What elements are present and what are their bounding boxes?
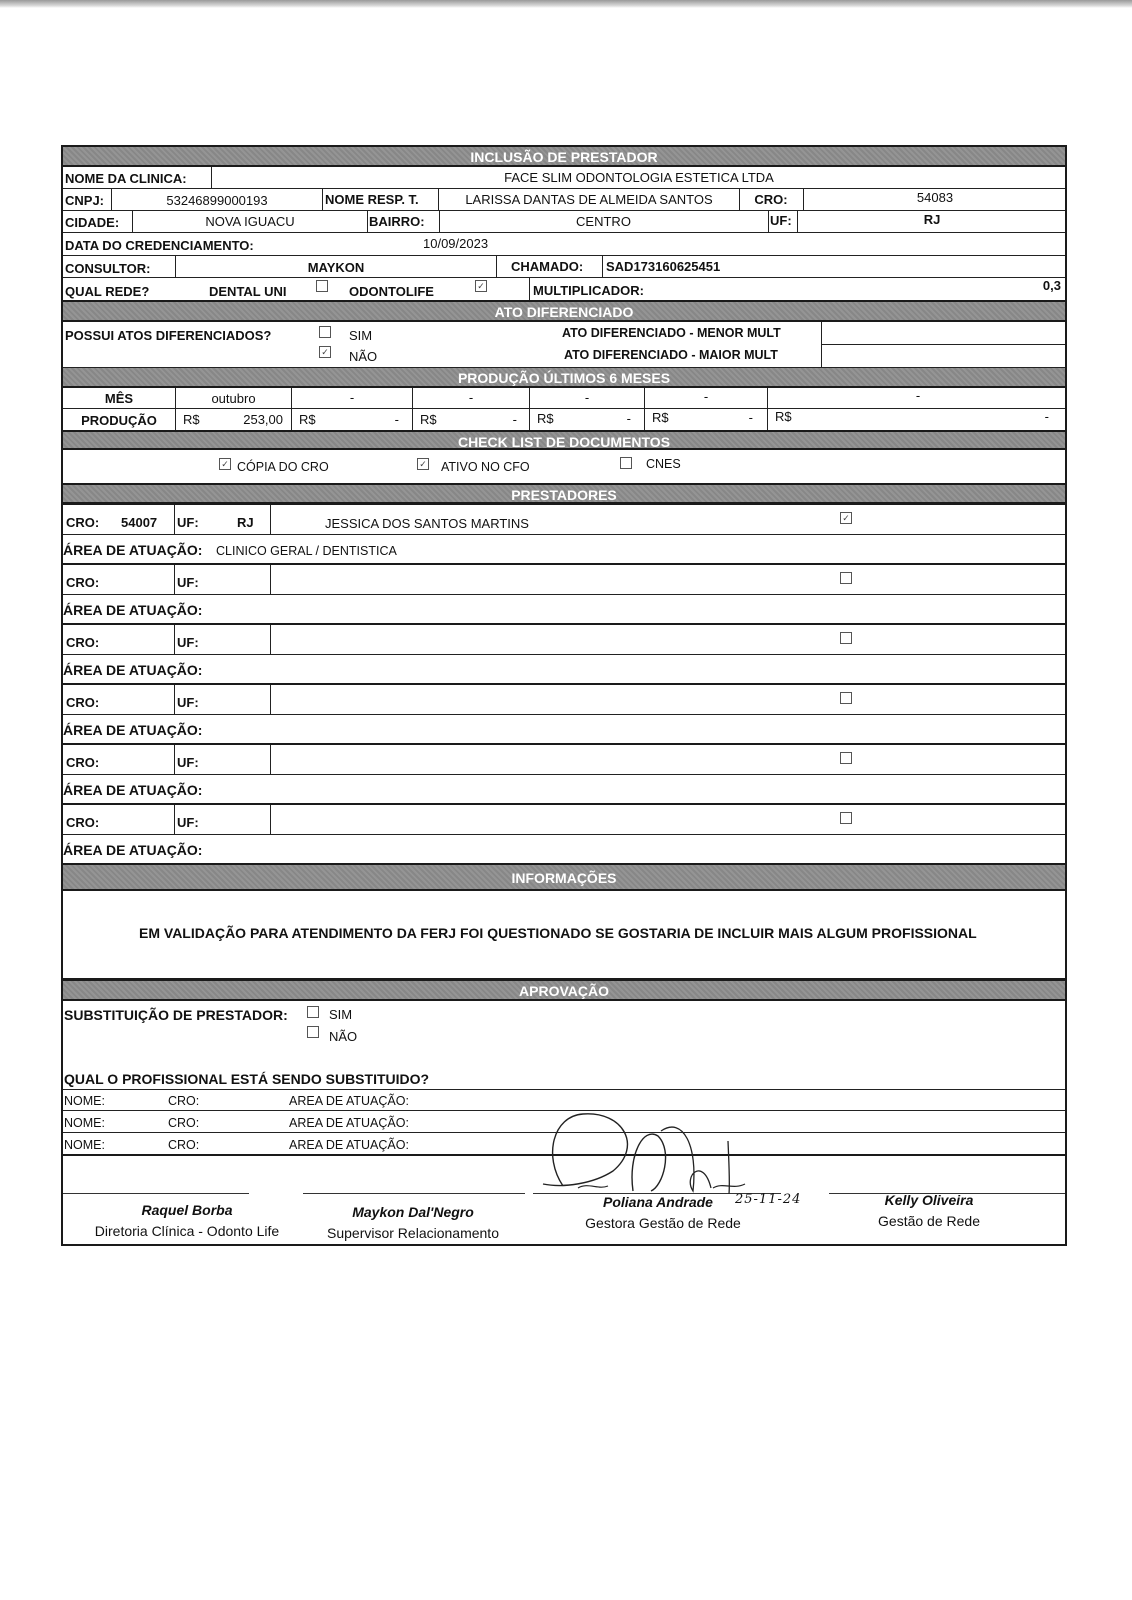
ato-nao-checkbox[interactable]: ✓ xyxy=(319,346,331,358)
prestador-uf-label: UF: xyxy=(177,515,199,530)
ticket-value[interactable]: SAD173160625451 xyxy=(606,259,721,274)
production-value: - xyxy=(512,412,517,427)
substitution-nao-checkbox[interactable] xyxy=(307,1026,319,1038)
ato-maior-label: ATO DIFERENCIADO - MAIOR MULT xyxy=(564,348,778,362)
uf-value[interactable]: RJ xyxy=(923,212,941,227)
signature-role: Supervisor Relacionamento xyxy=(327,1225,499,1241)
prestador-id-row xyxy=(63,505,1065,535)
signature-role: Diretoria Clínica - Odonto Life xyxy=(94,1223,280,1239)
checklist-row xyxy=(63,450,1065,483)
multiplier-label: MULTIPLICADOR: xyxy=(533,283,644,298)
prestador-id-row xyxy=(63,805,1065,835)
ato-nao-label: NÃO xyxy=(349,349,378,364)
ato-diferenciado-title: ATO DIFERENCIADO xyxy=(63,300,1065,322)
cnpj-row xyxy=(63,189,1065,211)
currency: R$ xyxy=(537,411,554,426)
consultant-row xyxy=(63,256,1065,278)
consultant-label: CONSULTOR: xyxy=(65,261,151,276)
prestador-cro-label: CRO: xyxy=(66,755,100,770)
aprovacao-title: APROVAÇÃO xyxy=(63,981,1065,1001)
network-option-label: DENTAL UNI xyxy=(209,284,287,299)
prestador-checkbox[interactable] xyxy=(840,572,852,584)
month-cell: - xyxy=(468,390,474,405)
currency: R$ xyxy=(775,409,792,424)
prestador-area-label: ÁREA DE ATUAÇÃO: xyxy=(63,782,203,798)
handwritten-date: 25-11-24 xyxy=(735,1192,802,1207)
month-cell: - xyxy=(349,390,355,405)
checklist-item-label: CNES xyxy=(646,457,681,471)
prestador-area-row xyxy=(63,835,1065,865)
producao-months-row xyxy=(63,388,1065,409)
district-value[interactable]: CENTRO xyxy=(576,214,631,229)
district-label: BAIRRO: xyxy=(369,214,425,229)
prestador-cro-label: CRO: xyxy=(66,635,100,650)
prestador-checkbox[interactable] xyxy=(840,812,852,824)
prestador-area-label: ÁREA DE ATUAÇÃO: xyxy=(63,542,203,558)
substitution-sim-checkbox[interactable] xyxy=(307,1006,319,1018)
production-value: - xyxy=(394,412,399,427)
inclusao-prestador-form xyxy=(61,145,1067,1246)
replaced-area-label: AREA DE ATUAÇÃO: xyxy=(289,1094,409,1108)
signature-name: Maykon Dal'Negro xyxy=(352,1204,474,1220)
clinic-name-value[interactable]: FACE SLIM ODONTOLOGIA ESTETICA LTDA xyxy=(504,170,774,185)
replaced-cro-label: CRO: xyxy=(168,1094,200,1108)
prestador-entry xyxy=(63,745,1065,805)
prestador-area-label: ÁREA DE ATUAÇÃO: xyxy=(63,662,203,678)
production-value: - xyxy=(626,411,631,426)
uf-label: UF: xyxy=(770,213,792,228)
ato-diferenciado-row xyxy=(63,322,1065,368)
replaced-name-label: NOME: xyxy=(64,1116,105,1130)
signature-line xyxy=(63,1193,249,1194)
prestador-checkbox[interactable] xyxy=(840,752,852,764)
informacoes-text[interactable]: EM VALIDAÇÃO PARA ATENDIMENTO DA FERJ FOI QUESTIONADO SE GOSTARIA DE INCLUIR MAIS ALGUM PROFISSIONAL xyxy=(139,925,977,941)
production-value: - xyxy=(748,410,753,425)
signatures-block xyxy=(63,1156,1065,1244)
ato-menor-label: ATO DIFERENCIADO - MENOR MULT xyxy=(562,326,781,340)
credential-date-label: DATA DO CREDENCIAMENTO: xyxy=(65,238,254,253)
ticket-label: CHAMADO: xyxy=(511,259,584,274)
informacoes-body xyxy=(63,891,1065,981)
prestador-area-label: ÁREA DE ATUAÇÃO: xyxy=(63,842,203,858)
month-label: MÊS xyxy=(104,391,134,406)
prestador-name[interactable]: JESSICA DOS SANTOS MARTINS xyxy=(325,516,529,531)
prestador-area-value[interactable]: CLINICO GERAL / DENTISTICA xyxy=(216,544,397,558)
prestador-id-row xyxy=(63,565,1065,595)
network-row xyxy=(63,278,1065,300)
prestador-checkbox[interactable] xyxy=(840,632,852,644)
prestador-area-row xyxy=(63,655,1065,685)
prestador-checkbox[interactable] xyxy=(840,692,852,704)
prestador-entry xyxy=(63,505,1065,565)
clinic-name-row xyxy=(63,167,1065,189)
prestador-entry xyxy=(63,685,1065,745)
checklist-item-label: ATIVO NO CFO xyxy=(441,460,530,474)
prestador-area-row xyxy=(63,775,1065,805)
checklist-item-label: CÓPIA DO CRO xyxy=(237,460,329,474)
ato-question: POSSUI ATOS DIFERENCIADOS? xyxy=(65,328,272,343)
city-row xyxy=(63,211,1065,233)
signature-name: Kelly Oliveira xyxy=(884,1192,974,1208)
credential-date-value[interactable]: 10/09/2023 xyxy=(423,236,489,251)
signature-line xyxy=(303,1193,525,1194)
consultant-value[interactable]: MAYKON xyxy=(307,260,365,275)
prestador-cro-value[interactable]: 54007 xyxy=(121,515,158,530)
substitution-nao-label: NÃO xyxy=(329,1029,358,1044)
informacoes-title: INFORMAÇÕES xyxy=(63,865,1065,891)
prestador-uf-value[interactable]: RJ xyxy=(237,515,254,530)
prestador-uf-label: UF: xyxy=(177,695,199,710)
prestador-cro-label: CRO: xyxy=(66,515,100,530)
prestador-cro-label: CRO: xyxy=(66,695,100,710)
ato-maior-value[interactable] xyxy=(821,344,1065,367)
prestador-uf-label: UF: xyxy=(177,575,199,590)
production-label: PRODUÇÃO xyxy=(81,413,157,428)
cnpj-value[interactable]: 53246899000193 xyxy=(166,193,268,208)
city-label: CIDADE: xyxy=(65,215,120,230)
substitution-sim-label: SIM xyxy=(329,1007,353,1022)
substitution-label: SUBSTITUIÇÃO DE PRESTADOR: xyxy=(64,1007,288,1023)
prestador-cro-label: CRO: xyxy=(66,575,100,590)
producao-title: PRODUÇÃO ÚLTIMOS 6 MESES xyxy=(63,368,1065,388)
prestador-area-label: ÁREA DE ATUAÇÃO: xyxy=(63,722,203,738)
network-label: QUAL REDE? xyxy=(65,284,150,299)
checklist-title: CHECK LIST DE DOCUMENTOS xyxy=(63,430,1065,450)
resp-value[interactable]: LARISSA DANTAS DE ALMEIDA SANTOS xyxy=(465,192,713,207)
signature-role: Gestão de Rede xyxy=(878,1213,980,1229)
ativo-cfo-checkbox[interactable]: ✓ xyxy=(417,458,429,470)
replaced-cro-label: CRO: xyxy=(168,1138,200,1152)
currency: R$ xyxy=(652,410,669,425)
prestador-checkbox[interactable]: ✓ xyxy=(840,512,852,524)
producao-values-row xyxy=(63,409,1065,430)
currency: R$ xyxy=(420,412,437,427)
signature-name: Poliana Andrade xyxy=(603,1194,713,1210)
prestador-area-row xyxy=(63,595,1065,625)
handwritten-signature-icon xyxy=(533,1096,773,1196)
multiplier-value[interactable]: 0,3 xyxy=(1042,278,1061,293)
production-value: 253,00 xyxy=(243,412,283,427)
month-cell: outubro xyxy=(211,391,256,406)
month-cell: - xyxy=(703,389,709,404)
production-value: - xyxy=(1044,409,1049,424)
replaced-question: QUAL O PROFISSIONAL ESTÁ SENDO SUBSTITUIDO? xyxy=(64,1071,430,1087)
prestador-area-row xyxy=(63,715,1065,745)
ato-menor-value[interactable] xyxy=(821,322,1065,345)
month-cell: - xyxy=(584,390,590,405)
substitution-block xyxy=(63,1001,1065,1089)
prestador-uf-label: UF: xyxy=(177,755,199,770)
network-option-label: ODONTOLIFE xyxy=(349,284,434,299)
replaced-cro-label: CRO: xyxy=(168,1116,200,1130)
currency: R$ xyxy=(299,412,316,427)
prestador-entry xyxy=(63,625,1065,685)
replaced-area-label: AREA DE ATUAÇÃO: xyxy=(289,1116,409,1130)
replaced-name-label: NOME: xyxy=(64,1138,105,1152)
prestador-uf-label: UF: xyxy=(177,635,199,650)
cnes-checkbox[interactable] xyxy=(620,457,632,469)
prestador-id-row xyxy=(63,685,1065,715)
replaced-name-label: NOME: xyxy=(64,1094,105,1108)
signature-role: Gestora Gestão de Rede xyxy=(585,1215,741,1231)
prestador-area-label: ÁREA DE ATUAÇÃO: xyxy=(63,602,203,618)
cro-value[interactable]: 54083 xyxy=(916,190,954,205)
copia-cro-checkbox[interactable]: ✓ xyxy=(219,458,231,470)
ato-sim-label: SIM xyxy=(349,328,373,343)
prestadores-title: PRESTADORES xyxy=(63,483,1065,505)
form-title: INCLUSÃO DE PRESTADOR xyxy=(63,147,1065,167)
prestador-cro-label: CRO: xyxy=(66,815,100,830)
scan-edge xyxy=(0,0,1132,8)
ato-sim-checkbox[interactable] xyxy=(319,326,331,338)
prestador-id-row xyxy=(63,745,1065,775)
signature-name: Raquel Borba xyxy=(141,1202,233,1218)
prestador-id-row xyxy=(63,625,1065,655)
month-cell: - xyxy=(915,388,921,403)
dental-uni-checkbox[interactable] xyxy=(316,280,328,292)
resp-label: NOME RESP. T. xyxy=(325,192,419,207)
clinic-name-label: NOME DA CLINICA: xyxy=(65,171,187,186)
city-value[interactable]: NOVA IGUACU xyxy=(205,214,295,229)
prestador-uf-label: UF: xyxy=(177,815,199,830)
currency: R$ xyxy=(183,412,200,427)
odontolife-checkbox[interactable]: ✓ xyxy=(475,280,487,292)
prestador-area-row xyxy=(63,535,1065,565)
prestador-entry xyxy=(63,565,1065,625)
prestador-entry xyxy=(63,805,1065,865)
credential-date-row xyxy=(63,233,1065,256)
replaced-area-label: AREA DE ATUAÇÃO: xyxy=(289,1138,409,1152)
cro-label: CRO: xyxy=(754,192,788,207)
cnpj-label: CNPJ: xyxy=(65,193,105,208)
